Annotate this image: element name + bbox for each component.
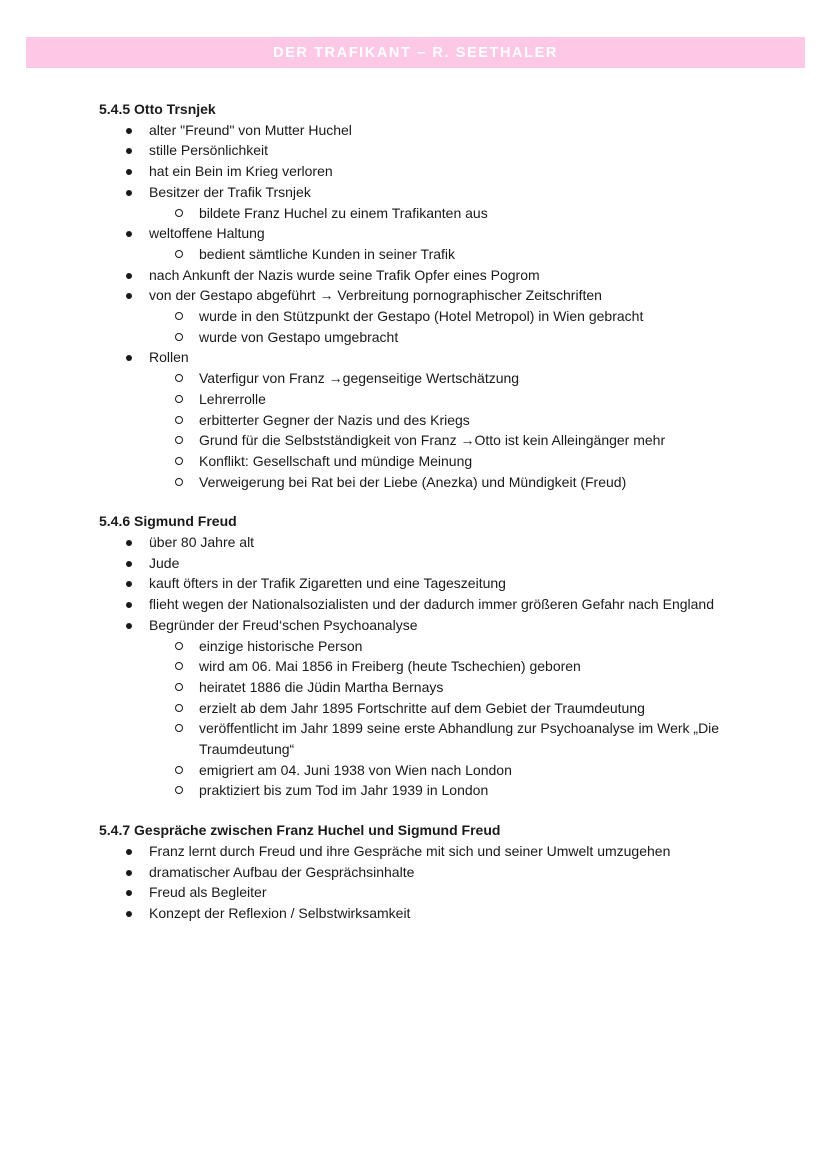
circle-bullet-icon xyxy=(175,436,183,444)
list-item xyxy=(99,285,779,306)
list-item xyxy=(99,347,779,368)
sub-list-item xyxy=(99,636,779,657)
bullet-icon xyxy=(126,561,132,567)
sub-list-item-text: emigriert am 04. Juni 1938 von Wien nach London xyxy=(199,761,512,778)
list-item xyxy=(99,140,779,161)
sub-list-item-text: Vaterfigur von Franz →gegenseitige Wertschätzung xyxy=(199,370,520,387)
sub-list-item-text: bildete Franz Huchel zu einem Trafikanten aus xyxy=(199,204,488,221)
list-item xyxy=(99,182,779,203)
bullet-icon xyxy=(126,148,132,154)
section xyxy=(99,511,779,801)
list-item xyxy=(99,161,779,182)
bullet-icon xyxy=(126,355,132,361)
bullet-icon xyxy=(126,190,132,196)
bullet-icon xyxy=(126,623,132,629)
circle-bullet-icon xyxy=(175,766,183,774)
sub-list-item xyxy=(99,368,779,389)
sub-list-item-text: Konflikt: Gesellschaft und mündige Meinung xyxy=(199,452,473,469)
sub-list-item-text: erbitterter Gegner der Nazis und des Kriegs xyxy=(199,411,470,428)
list-item-text: hat ein Bein im Krieg verloren xyxy=(149,163,333,180)
list-item xyxy=(99,265,779,286)
sub-list-item xyxy=(99,306,779,327)
bullet-icon xyxy=(126,169,132,175)
sub-list-item xyxy=(99,327,779,348)
list-item-text: weltoffene Haltung xyxy=(149,225,265,242)
sub-list-item xyxy=(99,451,779,472)
sub-list-item xyxy=(99,203,779,224)
sub-list-item-text: erzielt ab dem Jahr 1895 Fortschritte auf dem Gebiet der Traumdeutung xyxy=(199,699,645,716)
section-heading: 5.4.5 Otto Trsnjek xyxy=(99,101,216,117)
list-item-text: Besitzer der Trafik Trsnjek xyxy=(149,183,311,200)
circle-bullet-icon xyxy=(175,662,183,670)
sub-list-item xyxy=(99,472,779,493)
bullet-icon xyxy=(126,870,132,876)
sub-list-item-text: wird am 06. Mai 1856 in Freiberg (heute Tschechien) geboren xyxy=(199,658,581,675)
list-item-text: alter "Freund" von Mutter Huchel xyxy=(149,121,352,138)
list-item-text: flieht wegen der Nationalsozialisten und der dadurch immer größeren Gefahr nach England xyxy=(149,596,714,613)
bullet-icon xyxy=(126,581,132,587)
circle-bullet-icon xyxy=(175,704,183,712)
list-item-text: kauft öfters in der Trafik Zigaretten und eine Tageszeitung xyxy=(149,575,506,592)
circle-bullet-icon xyxy=(175,478,183,486)
list-item-text: dramatischer Aufbau der Gesprächsinhalte xyxy=(149,863,415,880)
list-item-text: Franz lernt durch Freud und ihre Gespräche mit sich und seiner Umwelt umzugehen xyxy=(149,842,671,859)
sub-list-item xyxy=(99,780,779,801)
bullet-icon xyxy=(126,128,132,134)
section-heading: 5.4.7 Gespräche zwischen Franz Huchel und Sigmund Freud xyxy=(99,822,501,839)
list-item xyxy=(99,223,779,244)
sub-list-item-text: praktiziert bis zum Tod im Jahr 1939 in London xyxy=(199,782,489,799)
circle-bullet-icon xyxy=(175,724,183,732)
sub-list-item xyxy=(99,677,779,698)
list-item-text: stille Persönlichkeit xyxy=(149,142,269,159)
sub-list-item-text: Grund für die Selbstständigkeit von Franz →Otto ist kein Alleingänger mehr xyxy=(199,432,666,449)
bullet-icon xyxy=(126,911,132,917)
circle-bullet-icon xyxy=(175,786,183,794)
sub-list-item-text: Lehrerrolle xyxy=(199,390,266,407)
bullet-list xyxy=(99,120,779,493)
list-item-text: Jude xyxy=(149,554,180,571)
sub-list-item-text: veröffentlicht im Jahr 1899 seine erste Abhandlung zur Psychoanalyse im Werk „Die Traumdeutung“ xyxy=(199,720,720,758)
bullet-icon xyxy=(126,273,132,279)
bullet-list xyxy=(99,532,779,801)
list-item-text: Konzept der Reflexion / Selbstwirksamkeit xyxy=(149,904,411,921)
header-bar xyxy=(26,37,805,68)
list-item-text: Begründer der Freud‘schen Psychoanalyse xyxy=(149,616,418,633)
section xyxy=(99,99,779,492)
list-item xyxy=(99,882,779,903)
circle-bullet-icon xyxy=(175,209,183,217)
circle-bullet-icon xyxy=(175,395,183,403)
circle-bullet-icon xyxy=(175,333,183,341)
sub-list-item-text: wurde von Gestapo umgebracht xyxy=(199,328,399,345)
list-item xyxy=(99,903,779,924)
sub-list-item-text: einzige historische Person xyxy=(199,637,363,654)
bullet-icon xyxy=(126,293,132,299)
list-item-text: nach Ankunft der Nazis wurde seine Trafik Opfer eines Pogrom xyxy=(149,266,540,283)
list-item xyxy=(99,573,779,594)
sub-list-item xyxy=(99,244,779,265)
list-item-text: Freud als Begleiter xyxy=(149,884,267,901)
circle-bullet-icon xyxy=(175,683,183,691)
sub-list-item-text: bedient sämtliche Kunden in seiner Trafik xyxy=(199,245,456,262)
list-item xyxy=(99,615,779,636)
circle-bullet-icon xyxy=(175,642,183,650)
list-item xyxy=(99,594,779,615)
sub-list-item xyxy=(99,430,779,451)
circle-bullet-icon xyxy=(175,374,183,382)
circle-bullet-icon xyxy=(175,250,183,258)
list-item xyxy=(99,120,779,141)
document-body xyxy=(99,99,779,924)
bullet-icon xyxy=(126,540,132,546)
list-item xyxy=(99,532,779,553)
sub-list-item-text: heiratet 1886 die Jüdin Martha Bernays xyxy=(199,678,444,695)
bullet-icon xyxy=(126,849,132,855)
list-item xyxy=(99,862,779,883)
circle-bullet-icon xyxy=(175,312,183,320)
bullet-list xyxy=(99,841,779,924)
bullet-icon xyxy=(126,231,132,237)
page-header-title: DER TRAFIKANT – R. SEETHALER xyxy=(273,44,558,61)
section xyxy=(99,820,779,924)
sub-list-item-text: wurde in den Stützpunkt der Gestapo (Hotel Metropol) in Wien gebracht xyxy=(199,308,644,325)
sub-list-item xyxy=(99,760,779,781)
sub-list-item xyxy=(99,718,779,759)
list-item xyxy=(99,841,779,862)
sub-list-item-text: Verweigerung bei Rat bei der Liebe (Anezka) und Mündigkeit (Freud) xyxy=(199,473,627,490)
circle-bullet-icon xyxy=(175,416,183,424)
bullet-icon xyxy=(126,890,132,896)
sub-list-item xyxy=(99,389,779,410)
bullet-icon xyxy=(126,602,132,608)
sub-list-item xyxy=(99,410,779,431)
list-item-text: Rollen xyxy=(149,349,189,366)
section-heading: 5.4.6 Sigmund Freud xyxy=(99,513,237,530)
sub-list-item xyxy=(99,698,779,719)
circle-bullet-icon xyxy=(175,457,183,465)
list-item-text: von der Gestapo abgeführt → Verbreitung pornographischer Zeitschriften xyxy=(149,287,602,304)
list-item xyxy=(99,553,779,574)
list-item-text: über 80 Jahre alt xyxy=(149,534,255,551)
sub-list-item xyxy=(99,656,779,677)
